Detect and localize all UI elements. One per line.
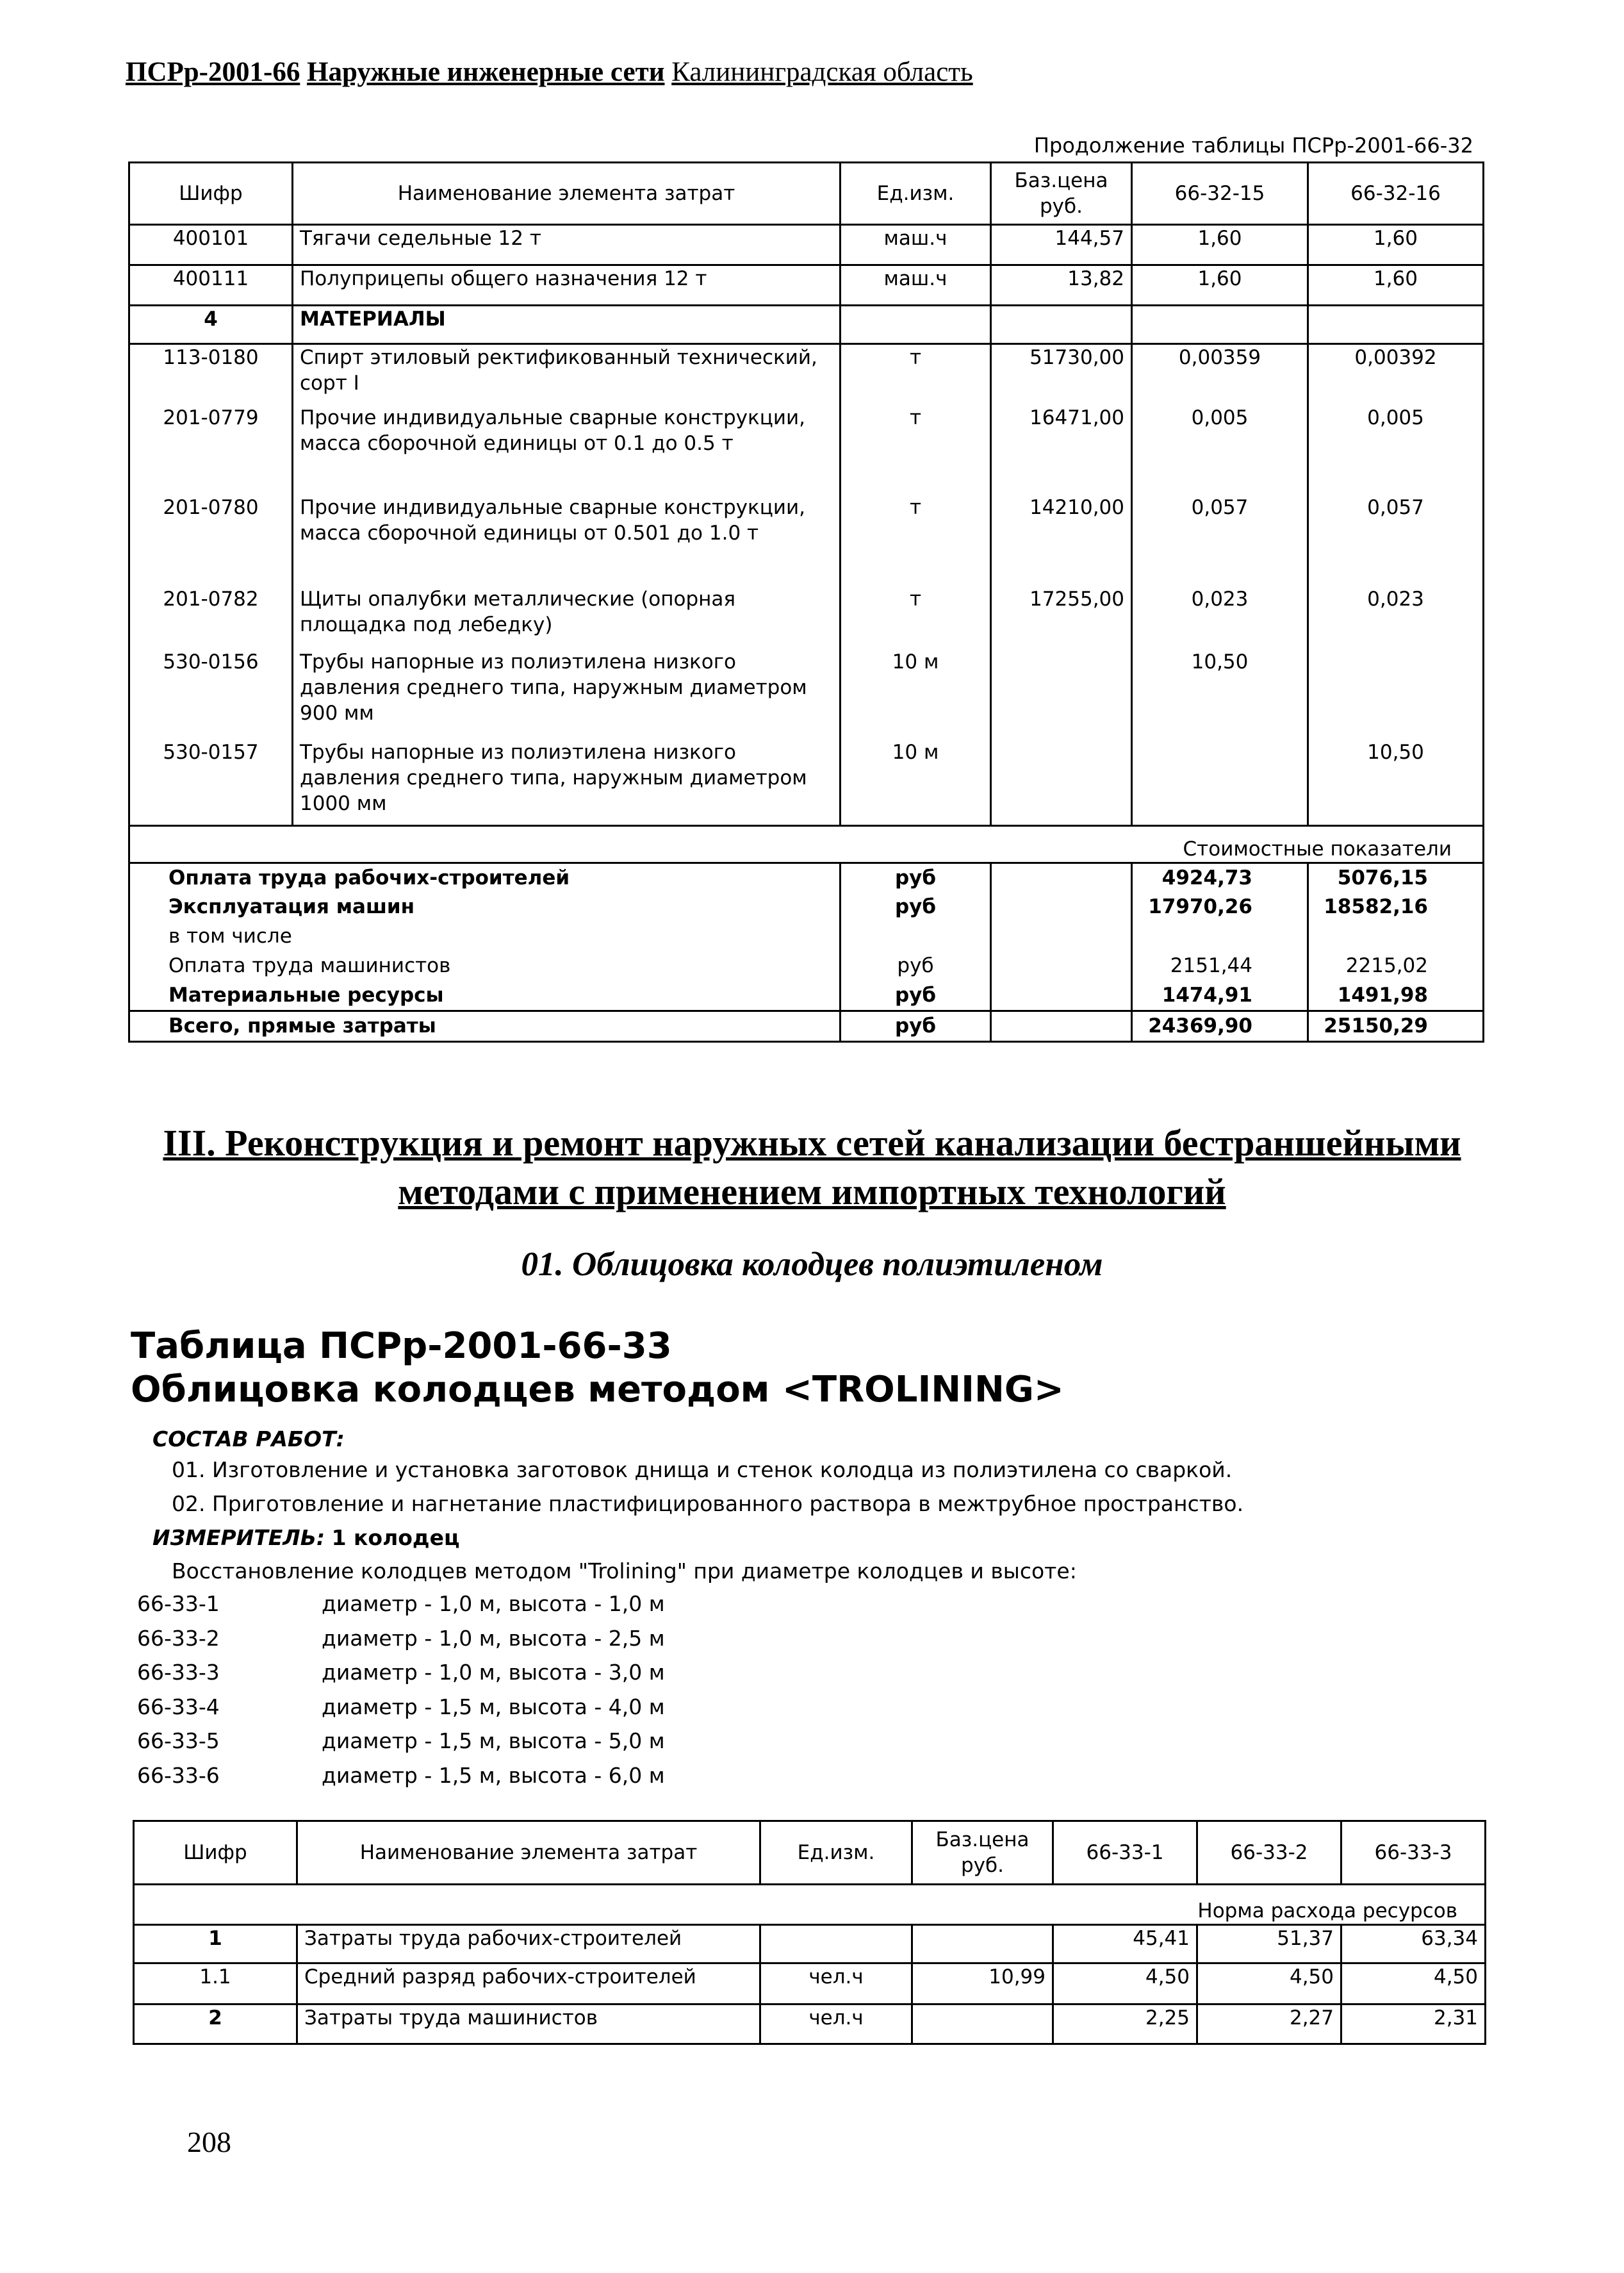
header-cell-col1: 66-33-1	[1053, 1821, 1197, 1885]
cell-price: 13,82	[991, 265, 1132, 306]
table-continuation-note: Продолжение таблицы ПСРр-2001-66-32	[1033, 133, 1473, 158]
cell-col1	[1132, 740, 1308, 826]
variant-code: 66-33-2	[137, 1626, 220, 1651]
cell-col2: 0,057	[1308, 495, 1484, 586]
variants-intro: Восстановление колодцев методом "Trolining" при диаметре колодцев и высоте:	[172, 1558, 1077, 1583]
cell-col1: 2,25	[1053, 2004, 1197, 2044]
cell-code: 1.1	[134, 1963, 297, 2004]
cell-unit: маш.ч	[841, 225, 991, 265]
summary-row	[129, 893, 1484, 922]
header-cell-col3: 66-33-3	[1341, 1821, 1486, 1885]
section-heading-line2: методами с применением импортных технологий	[398, 1171, 1226, 1212]
table-row	[129, 225, 1484, 265]
table-row	[134, 1963, 1486, 2004]
summary-label: в том числе	[129, 922, 841, 952]
cell-code: 201-0782	[129, 586, 293, 649]
cell-price: 51730,00	[991, 344, 1132, 405]
summary-col1: 2151,44	[1132, 952, 1308, 981]
variant-desc: диаметр - 1,5 м, высота - 4,0 м	[322, 1694, 665, 1719]
summary-unit: руб	[841, 981, 991, 1011]
summary-row	[129, 863, 1484, 893]
work-composition-label: СОСТАВ РАБОТ:	[152, 1426, 345, 1451]
cell-price	[912, 1925, 1053, 1963]
table-row	[129, 344, 1484, 405]
running-header	[126, 56, 973, 88]
summary-col2: 1491,98	[1308, 981, 1484, 1011]
header-cell-name: Наименование элемента затрат	[297, 1821, 760, 1885]
cell-unit: маш.ч	[841, 265, 991, 306]
cell-price	[991, 649, 1132, 740]
cell-price: 14210,00	[991, 495, 1132, 586]
cell-code: 1	[134, 1925, 297, 1963]
cell-col3: 63,34	[1341, 1925, 1486, 1963]
cell-unit: т	[841, 586, 991, 649]
table-row	[129, 265, 1484, 306]
cell-code: 400101	[129, 225, 293, 265]
cell-name: Щиты опалубки металлические (опорная площадка под лебедку)	[293, 586, 841, 649]
header-cell-name: Наименование элемента затрат	[293, 163, 841, 225]
cell-code: 201-0779	[129, 405, 293, 495]
cell-name: Полуприцепы общего назначения 12 т	[293, 265, 841, 306]
norm-title-row	[134, 1885, 1486, 1925]
cell-name: Прочие индивидуальные сварные конструкции, масса сборочной единицы от 0.501 до 1.0 т	[293, 495, 841, 586]
work-step: 02. Приготовление и нагнетание пластифицированного раствора в межтрубное пространство.	[172, 1491, 1244, 1516]
summary-label: Эксплуатация машин	[129, 893, 841, 922]
measure-value: 1 колодец	[331, 1525, 460, 1550]
variant-desc: диаметр - 1,5 м, высота - 5,0 м	[322, 1728, 665, 1753]
header-cell-unit: Ед.изм.	[760, 1821, 912, 1885]
cost-indicators-title-row	[129, 826, 1484, 863]
cell-name: Трубы напорные из полиэтилена низкого давления среднего типа, наружным диаметром 1000 мм	[293, 740, 841, 826]
header-region: Калининградская область	[671, 57, 973, 87]
cell-col2: 10,50	[1308, 740, 1484, 826]
cell-name: Прочие индивидуальные сварные конструкции, масса сборочной единицы от 0.1 до 0.5 т	[293, 405, 841, 495]
summary-row	[129, 922, 1484, 952]
cell-col1: 45,41	[1053, 1925, 1197, 1963]
cell-col1: 4,50	[1053, 1963, 1197, 2004]
header-cell-code: Шифр	[129, 163, 293, 225]
cell-price	[912, 2004, 1053, 2044]
table-name: Облицовка колодцев методом <TROLINING>	[131, 1369, 1064, 1410]
cell-price: 10,99	[912, 1963, 1053, 2004]
table-number: Таблица ПСРр-2001-66-33	[131, 1325, 672, 1367]
cell-name: Тягачи седельные 12 т	[293, 225, 841, 265]
cell-price: 17255,00	[991, 586, 1132, 649]
cell-unit: чел.ч	[760, 2004, 912, 2044]
summary-label: Материальные ресурсы	[129, 981, 841, 1011]
norm-title: Норма расхода ресурсов	[134, 1885, 1486, 1925]
cell-col2: 0,005	[1308, 405, 1484, 495]
page-number: 208	[187, 2126, 231, 2158]
summary-col1: 4924,73	[1132, 863, 1308, 893]
cell-unit: т	[841, 344, 991, 405]
cell-col2	[1308, 649, 1484, 740]
summary-unit: руб	[841, 863, 991, 893]
cell-price: 144,57	[991, 225, 1132, 265]
summary-unit: руб	[841, 893, 991, 922]
header-cell-col1: 66-32-15	[1132, 163, 1308, 225]
table-header-row	[134, 1821, 1486, 1885]
work-step: 01. Изготовление и установка заготовок днища и стенок колодца из полиэтилена со сваркой.	[172, 1457, 1233, 1482]
summary-label: Оплата труда машинистов	[129, 952, 841, 981]
cell-unit	[760, 1925, 912, 1963]
cell-unit: т	[841, 495, 991, 586]
variant-code: 66-33-1	[137, 1591, 220, 1616]
cell-unit: 10 м	[841, 649, 991, 740]
cell-code: 400111	[129, 265, 293, 306]
cell-code: 2	[134, 2004, 297, 2044]
header-cell-col2: 66-32-16	[1308, 163, 1484, 225]
summary-col2: 25150,29	[1308, 1011, 1484, 1042]
section-heading-line1: III. Реконструкция и ремонт наружных сетей канализации бестраншейными	[163, 1122, 1461, 1164]
measure-label: ИЗМЕРИТЕЛЬ:	[152, 1525, 325, 1550]
summary-col1: 1474,91	[1132, 981, 1308, 1011]
summary-col2: 5076,15	[1308, 863, 1484, 893]
table-row	[129, 495, 1484, 586]
cell-col2: 51,37	[1197, 1925, 1341, 1963]
header-code: ПСРр-2001-66	[126, 57, 300, 87]
cell-col1: 0,005	[1132, 405, 1308, 495]
cell-name: Трубы напорные из полиэтилена низкого давления среднего типа, наружным диаметром 900 мм	[293, 649, 841, 740]
variant-code: 66-33-5	[137, 1728, 220, 1753]
table-header-row	[129, 163, 1484, 225]
cell-col2: 1,60	[1308, 225, 1484, 265]
summary-col2: 18582,16	[1308, 893, 1484, 922]
cell-name: МАТЕРИАЛЫ	[293, 306, 841, 344]
cell-code: 530-0156	[129, 649, 293, 740]
subsection-heading: 01. Облицовка колодцев полиэтиленом	[521, 1246, 1103, 1283]
header-cell-price: Баз.цена руб.	[912, 1821, 1053, 1885]
variant-code: 66-33-3	[137, 1660, 220, 1685]
summary-label: Всего, прямые затраты	[129, 1011, 841, 1042]
table-row	[134, 1925, 1486, 1963]
summary-row	[129, 981, 1484, 1011]
cell-code: 4	[129, 306, 293, 344]
summary-label: Оплата труда рабочих-строителей	[129, 863, 841, 893]
cell-name: Затраты труда машинистов	[297, 2004, 760, 2044]
cell-col1: 0,023	[1132, 586, 1308, 649]
summary-unit: руб	[841, 1011, 991, 1042]
cell-price: 16471,00	[991, 405, 1132, 495]
cost-table-66-32	[128, 161, 1484, 1043]
cell-price	[991, 740, 1132, 826]
table-row	[129, 649, 1484, 740]
cell-code: 201-0780	[129, 495, 293, 586]
summary-unit: руб	[841, 952, 991, 981]
cell-unit: 10 м	[841, 740, 991, 826]
cell-col2: 0,00392	[1308, 344, 1484, 405]
summary-col1: 24369,90	[1132, 1011, 1308, 1042]
cell-col2: 2,27	[1197, 2004, 1341, 2044]
section-heading	[0, 1119, 1624, 1216]
table-row	[129, 586, 1484, 649]
table-row	[129, 405, 1484, 495]
cell-col1: 0,00359	[1132, 344, 1308, 405]
cell-name: Средний разряд рабочих-строителей	[297, 1963, 760, 2004]
cell-code: 530-0157	[129, 740, 293, 826]
header-cell-col2: 66-33-2	[1197, 1821, 1341, 1885]
summary-row	[129, 952, 1484, 981]
table-row	[134, 2004, 1486, 2044]
variant-code: 66-33-6	[137, 1763, 220, 1788]
resource-table-66-33	[133, 1820, 1486, 2045]
variant-desc: диаметр - 1,0 м, высота - 3,0 м	[322, 1660, 665, 1685]
measure-line	[152, 1525, 459, 1550]
summary-row	[129, 1011, 1484, 1042]
header-cell-code: Шифр	[134, 1821, 297, 1885]
cell-code: 113-0180	[129, 344, 293, 405]
cell-col2: 0,023	[1308, 586, 1484, 649]
variant-desc: диаметр - 1,0 м, высота - 1,0 м	[322, 1591, 665, 1616]
cell-name: Затраты труда рабочих-строителей	[297, 1925, 760, 1963]
table-row	[129, 740, 1484, 826]
header-title: Наружные инженерные сети	[307, 57, 665, 87]
cost-indicators-title: Стоимостные показатели	[129, 826, 1484, 863]
summary-col1: 17970,26	[1132, 893, 1308, 922]
cell-name: Спирт этиловый ректификованный технический, сорт I	[293, 344, 841, 405]
cell-col2: 1,60	[1308, 265, 1484, 306]
variant-desc: диаметр - 1,0 м, высота - 2,5 м	[322, 1626, 665, 1651]
cell-col1: 1,60	[1132, 265, 1308, 306]
cell-col1: 10,50	[1132, 649, 1308, 740]
cell-unit: чел.ч	[760, 1963, 912, 2004]
cell-col1: 1,60	[1132, 225, 1308, 265]
variant-desc: диаметр - 1,5 м, высота - 6,0 м	[322, 1763, 665, 1788]
table-section-row	[129, 306, 1484, 344]
cell-col2: 4,50	[1197, 1963, 1341, 2004]
summary-col2: 2215,02	[1308, 952, 1484, 981]
header-cell-price: Баз.цена руб.	[991, 163, 1132, 225]
cell-col1: 0,057	[1132, 495, 1308, 586]
cell-unit: т	[841, 405, 991, 495]
cell-col3: 4,50	[1341, 1963, 1486, 2004]
variant-code: 66-33-4	[137, 1694, 220, 1719]
cell-col3: 2,31	[1341, 2004, 1486, 2044]
header-cell-unit: Ед.изм.	[841, 163, 991, 225]
